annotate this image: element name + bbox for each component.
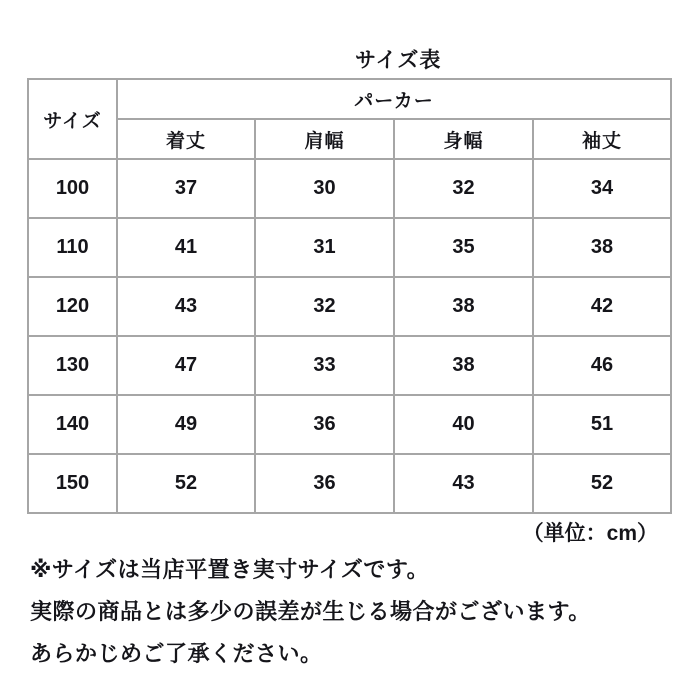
disclaimer-line-2: 実際の商品とは多少の誤差が生じる場合がございます。 [30, 599, 591, 624]
value-cell: 51 [533, 395, 671, 454]
value-cell: 52 [117, 454, 255, 513]
value-cell: 46 [533, 336, 671, 395]
value-cell: 37 [117, 159, 255, 218]
value-cell: 31 [255, 218, 394, 277]
disclaimer-line-3: あらかじめご了承ください。 [30, 641, 323, 666]
value-cell: 43 [117, 277, 255, 336]
value-cell: 38 [394, 277, 533, 336]
table-row-size-150 [28, 454, 671, 513]
value-cell: 47 [117, 336, 255, 395]
size-table [27, 78, 672, 514]
value-cell: 49 [117, 395, 255, 454]
value-cell: 52 [533, 454, 671, 513]
table-row-size-110 [28, 218, 671, 277]
value-cell: 33 [255, 336, 394, 395]
column-header-body-width: 身幅 [394, 119, 533, 159]
value-cell: 34 [533, 159, 671, 218]
disclaimer [30, 549, 591, 675]
size-cell: 120 [28, 277, 117, 336]
table-row-size-120 [28, 277, 671, 336]
value-cell: 43 [394, 454, 533, 513]
size-cell: 150 [28, 454, 117, 513]
value-cell: 35 [394, 218, 533, 277]
value-cell: 36 [255, 454, 394, 513]
column-header-body-length: 着丈 [117, 119, 255, 159]
value-cell: 38 [533, 218, 671, 277]
unit-note: （単位：cm） [522, 522, 658, 545]
value-cell: 40 [394, 395, 533, 454]
value-cell: 30 [255, 159, 394, 218]
value-cell: 42 [533, 277, 671, 336]
size-cell: 110 [28, 218, 117, 277]
table-header-row-product [28, 79, 671, 119]
value-cell: 32 [255, 277, 394, 336]
page-title: サイズ表 [355, 49, 442, 72]
value-cell: 32 [394, 159, 533, 218]
table-row-size-130 [28, 336, 671, 395]
value-cell: 36 [255, 395, 394, 454]
table-header-row-measurements [28, 119, 671, 159]
column-header-sleeve-length: 袖丈 [533, 119, 671, 159]
size-cell: 130 [28, 336, 117, 395]
value-cell: 41 [117, 218, 255, 277]
column-header-product: パーカー [117, 79, 671, 119]
column-header-size: サイズ [28, 79, 117, 159]
size-cell: 100 [28, 159, 117, 218]
table-row-size-140 [28, 395, 671, 454]
value-cell: 38 [394, 336, 533, 395]
size-cell: 140 [28, 395, 117, 454]
column-header-shoulder-width: 肩幅 [255, 119, 394, 159]
disclaimer-line-1: ※サイズは当店平置き実寸サイズです。 [30, 557, 430, 582]
table-row-size-100 [28, 159, 671, 218]
